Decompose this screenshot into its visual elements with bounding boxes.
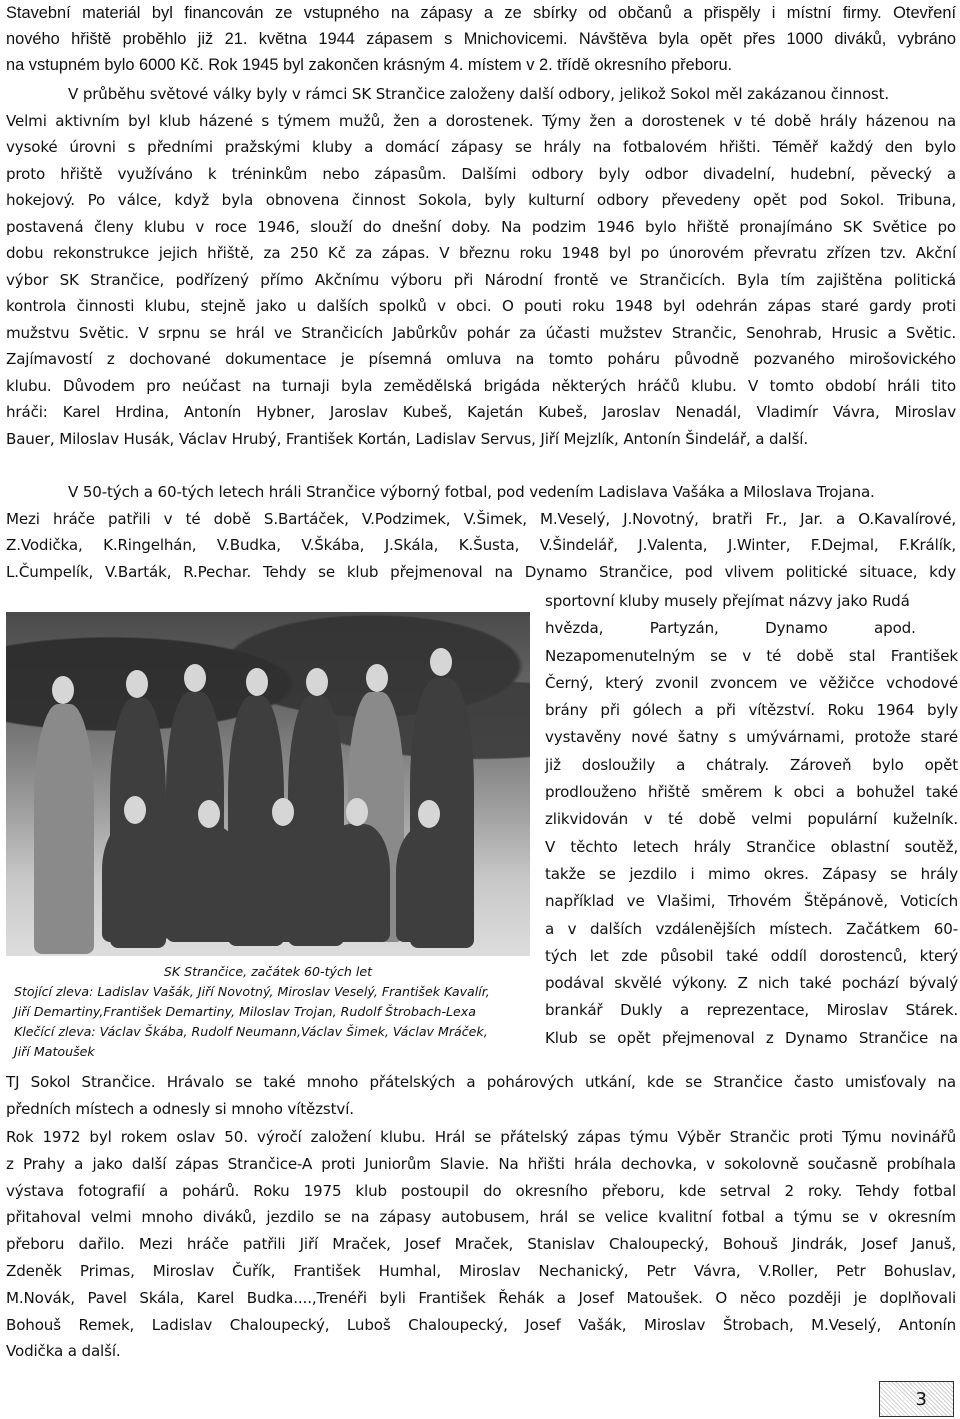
photo-head (198, 800, 220, 828)
photo-head (246, 668, 268, 696)
text-line: sportovní kluby musely přejímat názvy jako Rudá (545, 592, 910, 610)
text-line: a v dalších vzdálenějších místech. Začátkem 60- (545, 919, 958, 938)
text-line: již dosloužily a chátraly. Zároveň bylo opět (545, 755, 958, 774)
photo-head (418, 800, 440, 828)
text-line: Rok 1972 byl rokem oslav 50. výročí založení klubu. Hrál se přátelský zápas týmu Výběr Strančic proti Týmu novinářů (6, 1128, 956, 1146)
photo-head (346, 798, 368, 826)
intro-paragraph (6, 0, 956, 78)
photo-head (306, 668, 328, 696)
text-line: Stavební materiál byl financován ze vstupného na zápasy a ze sbírky od občanů a přispěly i místní firmy. Otevření (6, 4, 956, 22)
paragraph-50s-60s (6, 479, 956, 585)
text-line: V průběhu světové války byly v rámci SK Strančice založeny další odbory, jelikož Sokol měl zakázanou činnost. (68, 85, 890, 103)
text-line: Černý, který zvonil zvoncem ve věžičce vchodové (545, 673, 958, 692)
text-line: zlikvidován v té době velmi populární kuželník. (545, 810, 958, 829)
photo-head (124, 796, 146, 824)
text-line: Bohouš Remek, Ladislav Chaloupecký, Luboš Chaloupecký, Josef Vašák, Miroslav Štrobach, M.Veselý, Antonín (6, 1315, 956, 1334)
text-line: brány při gólech a při vítězství. Roku 1964 byly (545, 701, 958, 720)
text-line: výstava fotografií a pohárů. Roku 1975 klub postoupil do okresního přeboru, kde setrval 2 roky. Tehdy fotbal (6, 1181, 956, 1200)
text-line: vysoké úrovni s předními pražskými kluby a domácí zápasy se hrály na fotbalovém hřišti. Téměř každý den bylo (6, 138, 956, 156)
text-line: klubu. Důvodem pro neúčast na turnaji byla zemědělská brigáda některých hráčů klubu. V tomto období hráli tito (6, 376, 956, 395)
page-number-box (879, 1381, 954, 1417)
text-line: podával skvělé výkony. Z nich také pochází bývalý (545, 974, 958, 993)
photo-head (184, 664, 206, 692)
team-photo (6, 612, 530, 956)
photo-caption (6, 956, 530, 1064)
photo-head (272, 798, 294, 826)
text-line: výbor SK Strančice, podřízený přímo Akčnímu výboru při Národní frontě ve Strančicích. Byla tím zajištěna politická (6, 270, 956, 289)
text-line: V těchto letech hrály Strančice oblastní soutěž, (545, 837, 958, 856)
text-line: brankář Dukly a reprezentace, Miroslav Stárek. (545, 1001, 958, 1020)
text-line: Mezi hráče patřili v té době S.Bartáček, V.Podzimek, V.Šimek, M.Veselý, J.Novotný, bratři Fr., Jar. a O.Kavalírové, (6, 509, 956, 528)
text-line: Vodička a další. (6, 1342, 121, 1361)
text-line: z Prahy a jako další zápas Strančice-A proti Juniorům Slavie. Na hřišti hrála dechovka, v sokolovně současně probíhala (6, 1154, 956, 1173)
text-line: Nezapomenutelným se v té době stal František (545, 646, 958, 665)
page-number: 3 (915, 1388, 927, 1410)
text-line: proto hřiště využíváno k tréninkům nebo zápasům. Dalšími odbory byly odbor divadelní, hudební, pěvecký a (6, 164, 956, 183)
caption-line: Stojící zleva: Ladislav Vašák, Jiří Novotný, Miroslav Veselý, František Kavalír, (14, 984, 490, 999)
text-line: Zdeněk Primas, Miroslav Čuřík, František Humhal, Miroslav Nechanický, Petr Vávra, V.Roller, Petr Bohuslav, (6, 1261, 956, 1280)
photo-head (366, 664, 388, 692)
photo-person (34, 704, 94, 954)
text-line: na vstupném bylo 6000 Kč. Rok 1945 byl zakončen krásným 4. místem v 2. třídě okresního přeboru. (6, 56, 733, 74)
caption-title: SK Strančice, začátek 60-tých let (163, 964, 373, 979)
text-line: TJ Sokol Strančice. Hrávalo se také mnoho přátelských a pohárových utkání, kde se Strančice často umisťovaly na (6, 1073, 956, 1091)
text-line: prodlouženo hřiště směrem k obci a bohužel také (545, 783, 958, 802)
text-line: Z.Vodička, K.Ringelhán, V.Budka, V.Škába, J.Skála, K.Šusta, V.Šindelář, J.Valenta, J.Winter, F.Dejmal, F.Králík, (6, 536, 956, 554)
paragraph-1970s (6, 1124, 956, 1365)
photo-person-kneeling (324, 824, 390, 942)
text-line: vystavěny nové šatny s umývárnami, protože staré (545, 728, 958, 747)
photo-head (430, 648, 452, 676)
text-line: V 50-tých a 60-tých letech hráli Strančice výborný fotbal, pod vedením Ladislava Vašáka a Miloslava Trojana. (68, 483, 875, 501)
photo-person-kneeling (250, 824, 316, 942)
text-line: postavená členy klubu v roce 1946, slouží do dnešní doby. Na podzim 1946 bylo hřiště pronajímáno SK Světice po (6, 217, 956, 236)
photo-head (126, 670, 148, 698)
text-line: přitahoval velmi mnoho diváků, jezdilo se na zápasy autobusem, hrál se velice kvalitní fotbal a týmu se v okresním (6, 1208, 956, 1227)
photo-person-kneeling (176, 826, 242, 942)
text-line: M.Novák, Pavel Skála, Karel Budka....,Trenéři byli František Řehák a Josef Matoušek. O něco později je doplňovali (6, 1288, 956, 1307)
text-line: hráči: Karel Hrdina, Antonín Hybner, Jaroslav Kubeš, Kajetán Kubeš, Jaroslav Nenadál, Vladimír Vávra, Miroslav (6, 403, 956, 421)
photo-person-kneeling (102, 822, 168, 942)
photo-head (52, 676, 74, 704)
text-line: kontrola činnosti klubu, stejně jako u dalších spolků v obci. O pouti roku 1948 byl odehrán zápas staré gardy proti (6, 297, 956, 315)
text-line: mužstvu Světic. V srpnu se hrál ve Strančicích Jabůrkův pohár za účasti mužstev Strančic, Senohrab, Hrusic a Světic. (6, 323, 956, 342)
paragraph-war-years (6, 81, 956, 452)
right-column-text (545, 588, 958, 1052)
text-line: Velmi aktivním byl klub házené s týmem mužů, žen a dorostenek. Týmy žen a dorostenek v té době hrály házenou na (6, 111, 956, 130)
text-line: tých let zde působil také oddíl dorostenců, který (545, 946, 958, 965)
text-line: takže se jezdilo i mimo okres. Zápasy se hrály (545, 864, 958, 883)
caption-line: Klečící zleva: Václav Škába, Rudolf Neumann,Václav Šimek, Václav Mráček, (14, 1024, 488, 1039)
caption-line: Jiří Demartiny,František Demartiny, Miloslav Trojan, Rudolf Štrobach-Lexa (14, 1004, 476, 1019)
text-line: Zajímavostí z dochované dokumentace je písemná omluva na tomto poháru původně pozvaného mirošovického (6, 350, 956, 368)
text-line: předních místech a odnesly si mnoho vítězství. (6, 1100, 354, 1118)
photo-person-kneeling (396, 826, 462, 942)
paragraph-after-photo (6, 1069, 956, 1123)
caption-line: Jiří Matoušek (14, 1044, 95, 1059)
text-line: přeboru dařilo. Mezi hráče patřili Jiří Mraček, Josef Mraček, Stanislav Chaloupecký, Bohouš Jindrák, Josef Januš, (6, 1235, 956, 1254)
text-line: nového hřiště proběhlo již 21. května 1944 zápasem s Mnichovicemi. Návštěva byla opět přes 1000 diváků, vybráno (6, 30, 956, 48)
text-line: hokejový. Po válce, když byla obnovena činnost Sokola, byly kulturní odbory převedeny opět pod Sokol. Tribuna, (6, 191, 956, 209)
text-line: hvězda, Partyzán, Dynamo apod. (545, 619, 916, 638)
text-line: dobu rekonstrukce jejich hřiště, za 250 Kč za zápas. V březnu roku 1948 byl po únorovém převratu zřízen tzv. Akční (6, 244, 956, 262)
text-line: například ve Vlašimi, Trhovém Štěpánově, Voticích (545, 892, 958, 911)
text-line: Bauer, Miloslav Husák, Václav Hrubý, František Kortán, Ladislav Servus, Jiří Mejzlík, Antonín Šindelář, a další. (6, 429, 808, 448)
text-line: Klub se opět přejmenoval z Dynamo Strančice na (545, 1028, 958, 1047)
text-line: L.Čumpelík, V.Barták, R.Pechar. Tehdy se klub přejmenoval na Dynamo Strančice, pod vlivem politické situace, kdy (6, 562, 956, 581)
